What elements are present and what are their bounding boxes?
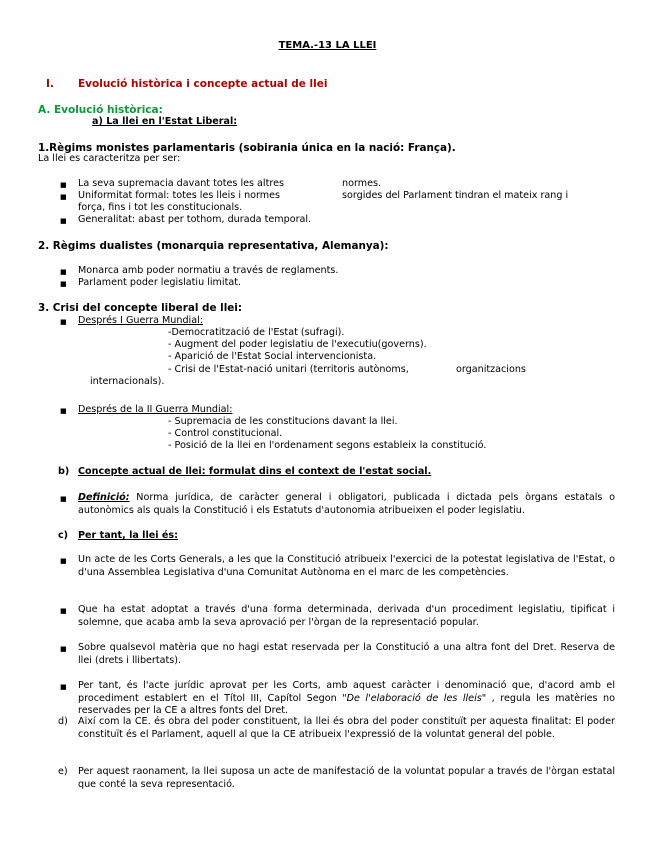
bullet-icon: ■	[60, 280, 67, 288]
item-label-b: b)	[58, 466, 70, 477]
list-line: -Democratització de l'Estat (sufragi).	[168, 327, 345, 338]
list-item-tail: normes.	[342, 178, 382, 189]
list-line-continuation: internacionals).	[90, 376, 165, 387]
list-line: - Control constitucional.	[168, 428, 283, 439]
item-label-c: c)	[58, 530, 69, 541]
section-number: I.	[46, 78, 54, 90]
list-item: La seva supremacia davant totes les altres	[78, 178, 284, 189]
heading-1-intro: La llei es caracteritza per ser:	[38, 153, 181, 164]
bullet-icon: ■	[60, 495, 67, 503]
heading-2: 2. Règims dualistes (monarquia representativa, Alemanya):	[38, 240, 389, 252]
paragraph-text: " , regula les matèries no reservades per la CE a altres fonts del Dret.	[78, 692, 615, 717]
bullet-icon: ■	[60, 181, 67, 189]
list-line-tail: organitzacions	[456, 364, 526, 375]
paragraph-italic: De l'elaboració de les lleis	[346, 692, 482, 704]
bullet-icon: ■	[60, 217, 67, 225]
definition-paragraph	[78, 492, 615, 517]
section-title: Evolució històrica i concepte actual de llei	[78, 78, 328, 90]
list-item: Monarca amb poder normatiu a través de reglaments.	[78, 265, 339, 276]
page-title: TEMA.-13 LA LLEI	[278, 40, 377, 51]
paragraph-d: Així com la CE. és obra del poder constituent, la llei és obra del poder constituït per aquesta finalitat: El poder constituït és el Parlament, aquell al que la CE atribueix l'expressió de la voluntat general del poble.	[78, 716, 615, 740]
list-item-tail: sorgides del Parlament tindran el mateix rang i	[342, 190, 569, 201]
heading-1: 1.Règims monistes parlamentaris (sobirania única en la nació: França).	[38, 142, 456, 154]
bullet-icon: ■	[60, 318, 67, 326]
definition-text: Norma jurídica, de caràcter general i obligatori, publicada i dictada pels òrgans estatals o autonòmics als quals la Constitució i els Estatuts d'autonomia atribueixen el poder legislatiu.	[78, 492, 615, 516]
period-title: Després I Guerra Mundial:	[78, 315, 203, 326]
list-paragraph: Que ha estat adoptat a través d'una forma determinada, derivada d'un procediment legislatiu, tipificat i solemne, que acaba amb la seva aprovació per l'òrgan de la representació popular.	[78, 604, 615, 628]
bullet-icon: ■	[60, 683, 67, 691]
list-paragraph: Un acte de les Corts Generals, a les que la Constitució atribueix l'exercici de la potestat legislativa de l'Estat, o d'una Assemblea Legislativa d'una Comunitat Autònoma en el marc de les competències.	[78, 554, 615, 578]
bullet-icon: ■	[60, 557, 67, 565]
subsection-a-title: a) La llei en l'Estat Liberal:	[92, 116, 238, 127]
list-line: - Aparició de l'Estat Social intervencionista.	[168, 351, 377, 362]
list-line: - Supremacia de les constitucions davant la llei.	[168, 416, 398, 427]
item-label-d: d)	[58, 716, 68, 727]
period-title: Després de la II Guerra Mundial:	[78, 404, 233, 415]
bullet-icon: ■	[60, 193, 67, 201]
bullet-icon: ■	[60, 607, 67, 615]
concept-title: Concepte actual de llei: formulat dins el context de l'estat social.	[78, 466, 432, 477]
heading-3: 3. Crisi del concepte liberal de llei:	[38, 302, 243, 314]
list-item-continuation: força, fins i tot les constitucionals.	[78, 202, 243, 213]
definition-label: Definició:	[78, 492, 130, 503]
paragraph-e: Per aquest raonament, la llei suposa un acte de manifestació de la voluntat popular a través de l'òrgan estatal que conté la seva representació.	[78, 766, 615, 790]
list-line: - Augment del poder legislatiu de l'executiu(governs).	[168, 339, 427, 350]
paragraph-text: Per tant, és l'acte jurídic aprovat per les Corts, amb aquest caràcter i denominació que, d'acord amb el procediment establert en el Títol III, Capítol Segon "	[78, 680, 615, 704]
list-item: Uniformitat formal: totes les lleis i normes	[78, 190, 281, 201]
list-line: - Crisi de l'Estat-nació unitari (territoris autònoms,	[168, 364, 409, 375]
bullet-icon: ■	[60, 268, 67, 276]
list-paragraph: Sobre qualsevol matèria que no hagi estat reservada per la Constitució a una altra font del Dret. Reserva de llei (drets i llibertats).	[78, 642, 615, 666]
item-label-e: e)	[58, 766, 68, 777]
list-item: Generalitat: abast per tothom, durada temporal.	[78, 214, 312, 225]
subsection-a: A. Evolució històrica:	[38, 104, 163, 116]
bullet-icon: ■	[60, 645, 67, 653]
bullet-icon: ■	[60, 407, 67, 415]
list-paragraph	[78, 680, 615, 718]
list-item: Parlament poder legislatiu limitat.	[78, 277, 242, 288]
list-title: Per tant, la llei és:	[78, 530, 178, 541]
list-line: - Posició de la llei en l'ordenament segons estableix la constitució.	[168, 440, 487, 451]
